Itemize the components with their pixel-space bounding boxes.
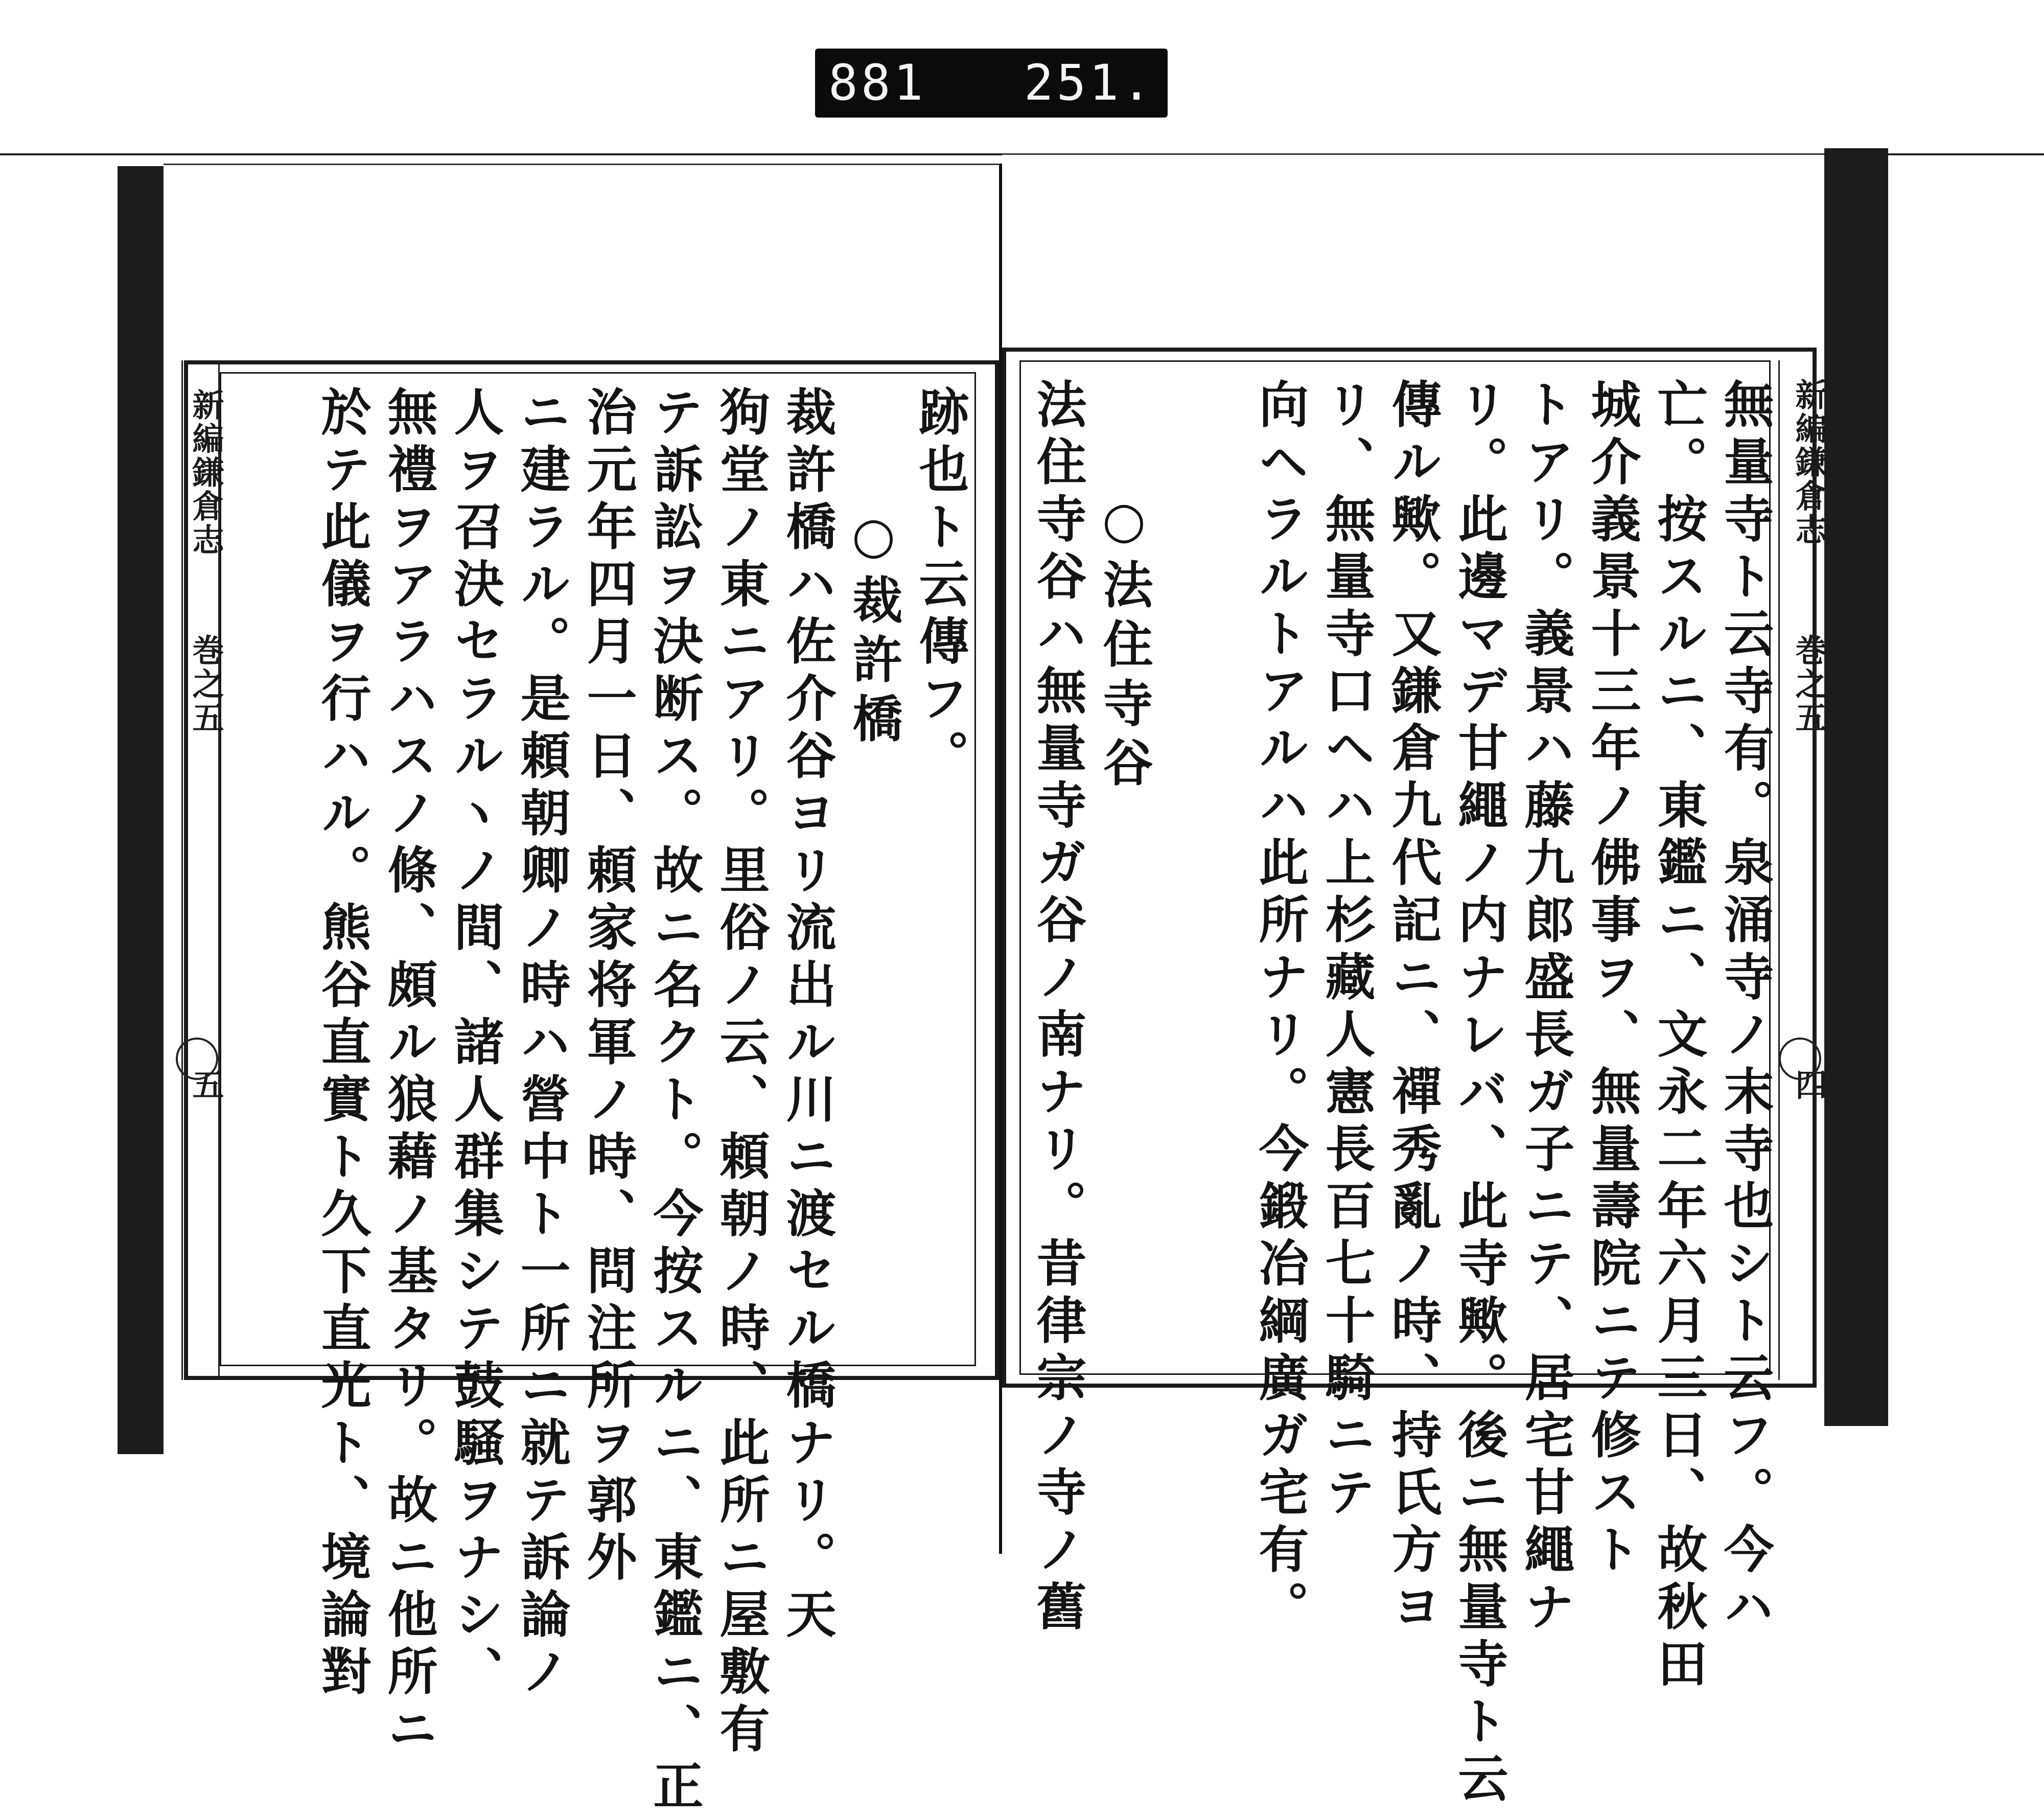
microfilm-reel-label: 881 251. [815,49,1168,118]
left-text-column: 無禮ヲアラハスノ條、頗ル狼藉ノ基タリ。故ニ他所ニ [379,386,438,1760]
right-text-column: リ。此邊マデ甘繩ノ内ナレバ、此寺歟。後ニ無量寺ト云 [1450,378,1508,1809]
right-folio-number: 四 [1786,1068,1831,1102]
right-text-column: トアリ。義景ハ藤九郎盛長ガ子ニテ、居宅甘繩ナ [1516,378,1575,1638]
left-text-column: 裁許橋ハ佐介谷ヨリ流出ル川ニ渡セル橋ナリ。天 [778,386,837,1645]
right-text-column: 城介義景十三年ノ佛事ヲ、無量壽院ニテ修スト [1583,378,1641,1580]
right-text-column: 法住寺谷ハ無量寺ガ谷ノ南ナリ。昔律宗ノ寺ノ舊 [1028,378,1087,1638]
right-text-column: リ、無量寺口ヘハ上杉藏人憲長百七十騎ニテ [1317,378,1376,1523]
right-text-column: 傳ル歟。又鎌倉九代記ニ、禪秀亂ノ時、持氏方ヨ [1383,378,1442,1638]
left-text-column: テ訴訟ヲ決断ス。故ニ名クト。今按スルニ、東鑑ニ、正 [645,386,704,1817]
left-text-column: 於テ此儀ヲ行ハル。熊谷直實ト久下直光ト、境論對 [313,386,371,1703]
right-volume-label: 巻之五 [1790,634,1827,735]
left-folio-number: 五 [183,1068,228,1102]
right-running-title: 新編鎌倉志 [1790,378,1827,547]
right-section-heading: ○法住寺谷 [1095,491,1153,796]
left-running-title: 新編鎌倉志 [187,388,224,557]
right-text-column: 無量寺ト云寺有。泉涌寺ノ末寺也シト云フ。今ハ [1715,378,1774,1638]
left-text-column: 跡也ト云傳フ。 [911,386,969,787]
left-volume-label: 巻之五 [187,634,224,735]
right-book-edge [1824,148,1888,1426]
left-text-column: 狗堂ノ東ニアリ。里俗ノ云、頼朝ノ時、此所ニ屋敷有 [711,386,770,1760]
left-section-heading: ○裁許橋 [844,506,903,752]
left-book-edge [118,166,164,1454]
left-text-column: 治元年四月一日、頼家将軍ノ時、問注所ヲ郭外 [578,386,637,1588]
right-text-column: 亡。按スルニ、東鑑ニ、文永二年六月三日、故秋田 [1649,378,1708,1695]
right-text-column: 向ヘラルトアルハ此所ナリ。今鍛冶綱廣ガ宅有。 [1250,378,1309,1638]
left-text-column: ニ建ラル。是頼朝卿ノ時ハ營中ト一所ニ就テ訴論ノ [512,386,571,1703]
left-text-column: 人ヲ召決セラルヽノ間、諸人群集シテ鼓騒ヲナシ、 [446,386,504,1703]
